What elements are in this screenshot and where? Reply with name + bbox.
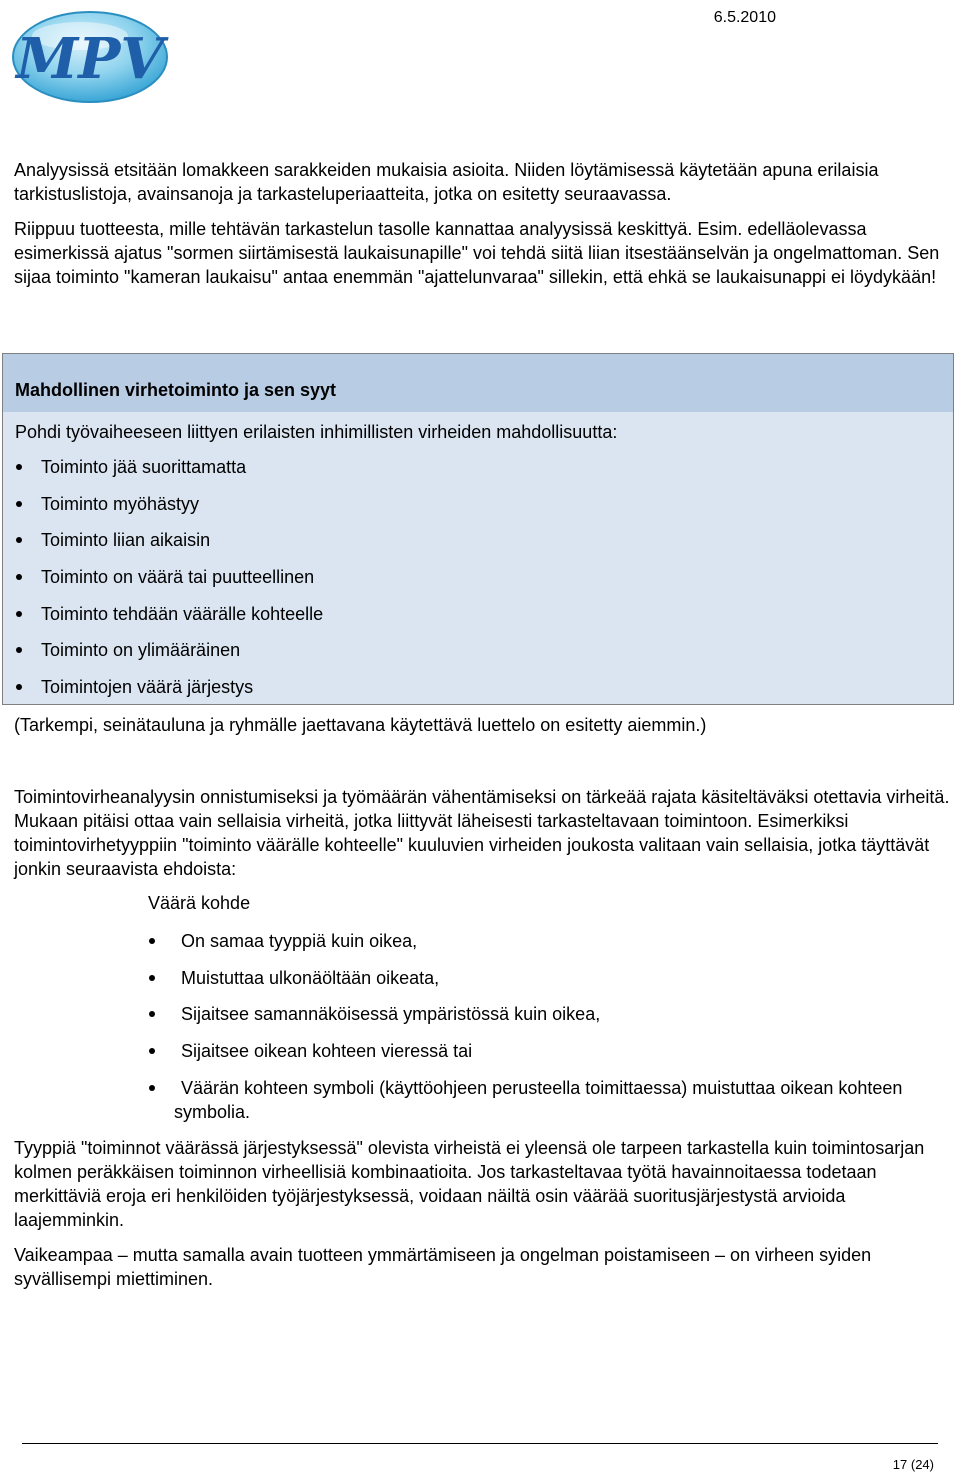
list-item: [0, 1039, 960, 1076]
bullet-icon: [149, 1011, 155, 1017]
list-item-text: Toiminto jää suorittamatta: [41, 457, 247, 477]
list-item-text: On samaa tyyppiä kuin oikea,: [181, 931, 418, 951]
intro-paragraph-2: Riippuu tuotteesta, mille tehtävän tarkastelun tasolle kannattaa analyysissä keskittyä. Esim. edelläolevassa esimerkissä ajatus "sormen siirtämisestä laukaisunapille" voi tehdä siitä liian itsestäänselvän ja ongelmattoman. Sen sijaa toiminto "kameran laukaisu" antaa enemmän "ajattelunvaraa" sillekin, että ehkä se laukaisunappi ei löydykään!: [14, 219, 940, 287]
list-item: [0, 1076, 960, 1136]
page-number: 17 (24): [892, 1457, 934, 1472]
list-item-text: Sijaitsee samannäköisessä ympäristössä kuin oikea,: [181, 1004, 601, 1025]
list-item: [3, 603, 953, 640]
condition-subheading: Väärä kohde: [148, 893, 251, 913]
list-item: [3, 639, 953, 676]
mpv-logo: [10, 6, 175, 106]
list-item-text: Toimintojen väärä järjestys: [41, 677, 254, 698]
box-title: Mahdollinen virhetoiminto ja sen syyt: [15, 380, 337, 400]
document-date: 6.5.2010: [713, 9, 776, 26]
footer-divider: [22, 1443, 938, 1444]
list-item: [0, 966, 960, 1003]
list-item: [3, 456, 953, 493]
list-item: [3, 566, 953, 603]
list-item-text: Sijaitsee oikean kohteen vieressä tai: [181, 1041, 473, 1062]
box-intro: Pohdi työvaiheeseen liittyen erilaisten inhimillisten virheiden mahdollisuutta:: [15, 422, 618, 442]
bullet-icon: [149, 975, 155, 981]
list-item: [3, 676, 953, 713]
bullet-icon: [16, 684, 22, 690]
body-paragraph-5: Vaikeampaa – mutta samalla avain tuotteen ymmärtämiseen ja ongelman poistamiseen – on virheen syiden syvällisempi miettiminen.: [14, 1245, 872, 1289]
body-paragraph-4: Tyyppiä "toiminnot väärässä järjestyksessä" olevista virheistä ei yleensä ole tarpeen tarkastella kuin toimintosarjan kolmen peräkkäisen toiminnon virheellisiä kombinaatioita. Jos tarkasteltavaa työtä havainnoitaessa todetaan merkittäviä eroja eri henkilöiden työjärjestyksessä, voidaan näiltä osin väärää suoritusjärjestystä arvioida laajemminkin.: [14, 1138, 925, 1230]
bullet-icon: [16, 464, 22, 470]
bullet-icon: [149, 1085, 155, 1091]
list-item-text: Toiminto on ylimääräinen: [41, 640, 241, 661]
list-item: [3, 493, 953, 530]
list-item: [0, 929, 960, 966]
list-item-text: Toiminto liian aikaisin: [41, 530, 211, 551]
bullet-icon: [16, 537, 22, 543]
bullet-icon: [16, 647, 22, 653]
bullet-icon: [16, 611, 22, 617]
list-item-text: Toiminto myöhästyy: [41, 493, 200, 514]
box-header: [3, 354, 953, 412]
list-item-text: Muistuttaa ulkonäöltään oikeata,: [181, 967, 440, 988]
intro-paragraph-1: Analyysissä etsitään lomakkeen sarakkeiden mukaisia asioita. Niiden löytämisessä käytetään apuna erilaisia tarkistuslistoja, avainsanoja ja tarkasteluperiaatteita, jotka on esitetty seuraavassa.: [14, 160, 879, 204]
bullet-icon: [149, 1048, 155, 1054]
list-item-text: Toiminto on väärä tai puutteellinen: [41, 567, 315, 588]
list-item-text: Väärän kohteen symboli (käyttöohjeen perusteella toimittaessa) muistuttaa oikean kohteen symbolia.: [174, 1077, 903, 1122]
list-item: [0, 1002, 960, 1039]
error-types-box: [2, 353, 954, 705]
bullet-icon: [149, 938, 155, 944]
bullet-icon: [16, 501, 22, 507]
list-item: [3, 529, 953, 566]
logo-text: MPV: [16, 26, 164, 92]
condition-list: [0, 929, 960, 1136]
body-paragraph-3: Toimintovirheanalyysin onnistumiseksi ja työmäärän vähentämiseksi on tärkeää rajata käsiteltäväksi otettavia virheitä. Mukaan pitäisi ottaa vain sellaisia virheitä, jotka liittyvät läheisesti tarkasteltavaan toimintoon. Esimerkiksi toimintovirhetyyppiin "toiminto väärälle kohteelle" kuuluvien virheiden joukosta valitaan vain sellaisia, jotka täyttävät jonkin seuraavista ehdoista:: [14, 787, 950, 879]
reference-note: (Tarkempi, seinätauluna ja ryhmälle jaettavana käytettävä luettelo on esitetty aiemmin.): [14, 715, 707, 735]
list-item-text: Toiminto tehdään väärälle kohteelle: [41, 603, 324, 624]
error-type-list: [3, 456, 953, 713]
bullet-icon: [16, 574, 22, 580]
